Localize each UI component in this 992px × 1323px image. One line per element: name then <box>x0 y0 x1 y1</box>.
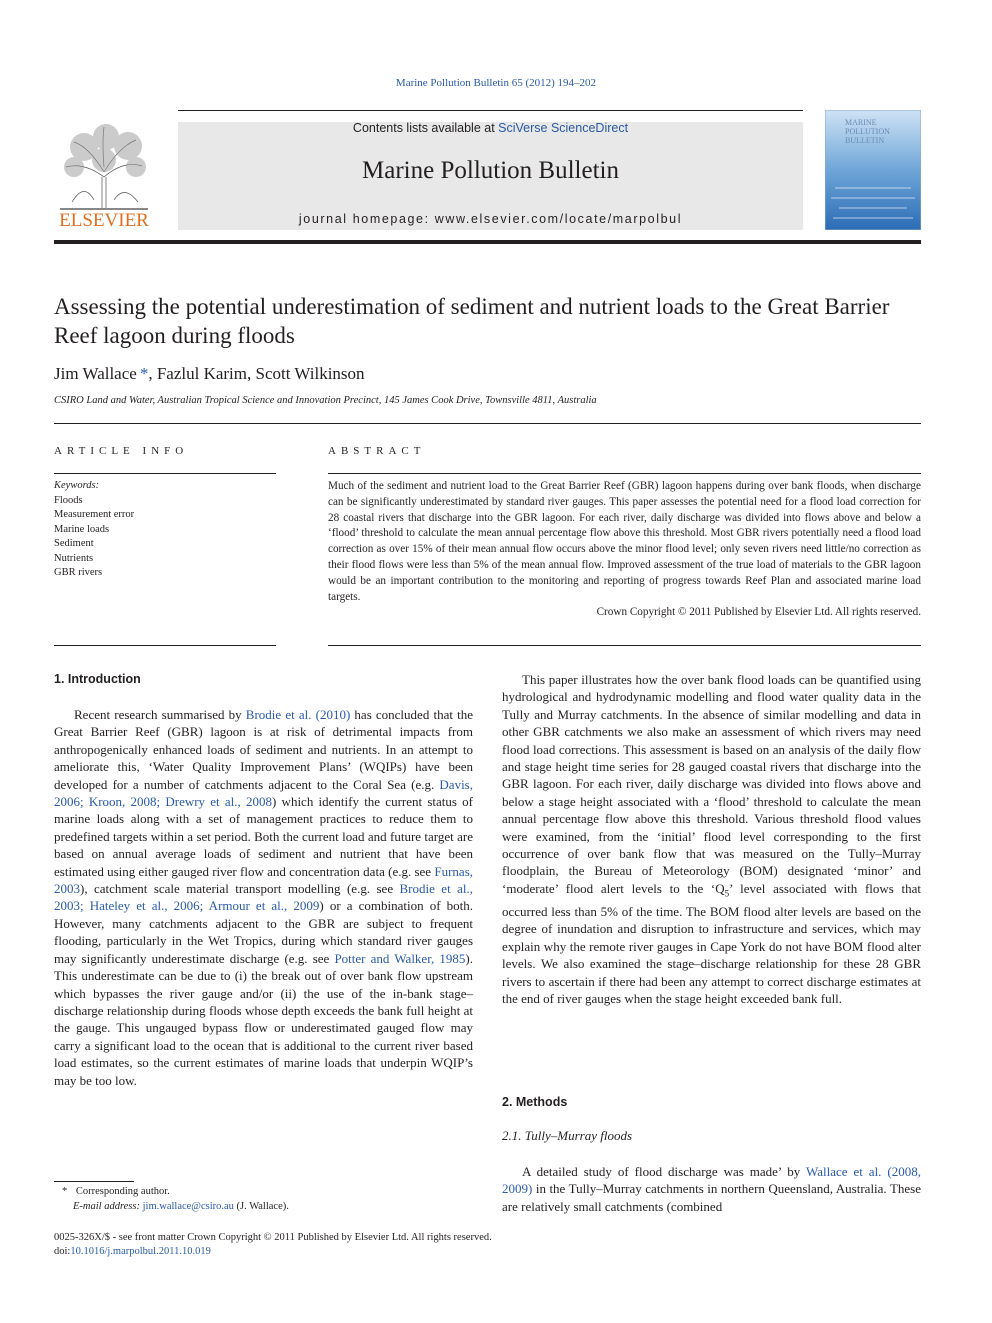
keyword: Measurement error <box>54 509 135 520</box>
sciencedirect-link[interactable]: SciVerse ScienceDirect <box>498 121 629 135</box>
footnote-mark: * <box>62 1186 68 1197</box>
intro-right-column <box>502 671 921 1007</box>
other-authors: , Fazlul Karim, Scott Wilkinson <box>148 364 365 383</box>
journal-citation[interactable]: Marine Pollution Bulletin 65 (2012) 194–202 <box>395 77 597 89</box>
elsevier-logo[interactable] <box>54 122 154 232</box>
footnote-text: Corresponding author. <box>75 1186 170 1197</box>
issn-line: 0025-326X/$ - see front matter Crown Copyright © 2011 Published by Elsevier Ltd. All rights reserved. <box>54 1232 492 1243</box>
divider-under-affiliation <box>54 423 921 424</box>
abstract-bottom-rule <box>328 645 921 646</box>
ref-furnas-2003[interactable]: Furnas, 2003 <box>54 863 473 897</box>
cover-title: MARINE POLLUTION BULLETIN <box>845 118 890 145</box>
journal-homepage[interactable]: journal homepage: www.elsevier.com/locate/marpolbul <box>298 212 683 226</box>
article-info-bottom-rule <box>54 645 276 646</box>
journal-name: Marine Pollution Bulletin <box>362 157 619 184</box>
email-footnote <box>73 1201 289 1212</box>
contents-line <box>178 121 803 135</box>
keyword: Sediment <box>54 538 94 549</box>
doi-line: doi:10.1016/j.marpolbul.2011.10.019 <box>54 1246 211 1257</box>
contents-prefix: Contents lists available at <box>352 121 499 135</box>
abstract-heading: ABSTRACT <box>328 445 426 457</box>
elsevier-wordmark: ELSEVIER <box>59 210 149 231</box>
keyword: Floods <box>54 494 83 506</box>
keyword: Marine loads <box>54 523 110 535</box>
header-top-rule <box>178 110 803 111</box>
front-matter-footer <box>54 1231 492 1259</box>
methods-heading: 2. Methods <box>502 1095 568 1109</box>
ref-brodie-hateley-armour[interactable]: Brodie et al., 2003; Hateley et al., 2006; Armour et al., 2009 <box>54 881 473 914</box>
author-wallace[interactable]: Jim Wallace <box>54 364 137 383</box>
abstract-copyright: Crown Copyright © 2011 Published by Elsevier Ltd. All rights reserved. <box>596 606 921 619</box>
intro-paragraph-1: Recent research summarised by Brodie et al. (2010) has concluded that the Great Barrier Reef (GBR) lagoon is at risk of detrimental impacts from anthropogenically enhanced loads of sediment and nutrients. In an attempt to ameliorate this, ‘Water Quality Improvement Plans’ (WQIPs) have been developed for a number of catchments adjacent to the Coral Sea (e.g. Davis, 2006; Kroon, 2008; Drewry et al., 2008) which identify the current status of marine loads along with a set of management practices to reduce them to predefined targets within a set period. Both the current load and future target are based on annual average loads of sediment and nutrient that have been estimated using either gauged river flow and concentration data (e.g. see Furnas, 2003), catchment scale material transport modelling (e.g. see Brodie et al., 2003; Hateley et al., 2006; Armour et al., 2009) or a combination of both. However, many catchments adjacent to the GBR are subject to frequent flooding, particularly in the Wet Tropics, during which standard river gauges may significantly underestimate discharge (e.g. see Potter and Walker, 1985). This underestimate can be due to (i) the break out of over bank flow upstream which bypasses the river gauge and/or (ii) the use of the in-bank stage–discharge relationship during floods whose depth exceeds the bank full height at the gauge. This ungauged bypass flow or underestimated gauged flow may carry a significant load to the ocean that is additional to the current river based load estimates, so the current estimates of marine loads that underpin WQIP’s may be too low. <box>54 707 473 1088</box>
doi-link[interactable]: 10.1016/j.marpolbul.2011.10.019 <box>70 1246 211 1257</box>
ref-wallace-2008-2009[interactable]: Wallace et al. (2008, 2009) <box>502 1164 921 1197</box>
keywords-label: Keywords: <box>54 480 100 491</box>
intro-paragraph-2: This paper illustrates how the over bank flood loads can be quantified using hydrological and hydrodynamic modelling and flood water quality data in the Tully and Murray catchments. In the absence of similar modelling and data in other GBR catchments we also make an assessment of which rivers may need flood load corrections. This assessment is based on an analysis of the daily flow and stage height time series for 28 gauged coastal rivers that discharge into the GBR lagoon. For each river, daily discharge was divided into flows above and below a stage height associated with a ‘flood’ threshold to calculate the mean annual percentage flow above this threshold. Various threshold flood values were examined, from the ‘initial’ flood level corresponding to the first occurrence of over bank flow that was measured on the Tully–Murray floodplain, the Bureau of Meteorology (BOM) designated ‘minor’ and ‘moderate’ flood alert levels to the ‘$Q_5$’ level associated with flows that occurred less than 5% of the time. The BOM flood alter levels are based on the degree of inundation and disruption to infrastructure and services, which may explain why the remote river gauges in Cape York do not have BOM flood alter levels. We also examined the stage–discharge relationship for these 28 GBR rivers to ascertain if there had been any attempt to correct discharge estimates at the end of river gauges when the stage height exceeded bank full. <box>502 672 921 1006</box>
intro-heading: 1. Introduction <box>54 672 141 686</box>
keyword: GBR rivers <box>54 567 103 578</box>
abstract-rule <box>328 473 921 474</box>
keywords-block <box>54 479 134 581</box>
intro-left-column <box>54 706 473 1089</box>
corresponding-footnote <box>62 1186 170 1197</box>
abstract-body <box>328 479 921 621</box>
abstract-text: Much of the sediment and nutrient load to the Great Barrier Reef (GBR) lagoon happens during over bank floods, when discharge can be significantly underestimated by standard river gauges. This paper assesses the potential need for a flood load correction for 28 coastal rivers that discharge into the GBR lagoon. For each river, daily discharge was divided into flows above and below a ‘flood’ threshold to calculate the mean annual percentage flow above this threshold. Most GBR rivers potentially need a flood load correction as over 15% of their mean annual flow occurs above the minor flood level; only seven rivers need little/no correction as their flood flows were less than 5% of the mean annual flow. Improved assessment of the true load of materials to the GBR lagoon would be an important contribution to the monitoring and reporting of progress towards Reef Plan and associated marine load targets. <box>328 480 921 603</box>
methods-paragraph-1: A detailed study of flood discharge was made’ by Wallace et al. (2008, 2009) in the Tully–Murray catchments in northern Queensland, Australia. These are relatively small catchments (combined <box>502 1164 921 1214</box>
article-info-heading: ARTICLE INFO <box>54 445 189 457</box>
email-label: E-mail address: <box>73 1201 143 1212</box>
corresponding-author-mark[interactable]: * <box>139 364 149 383</box>
keyword: Nutrients <box>54 552 94 564</box>
methods-subheading: 2.1. Tully–Murray floods <box>502 1128 633 1143</box>
author-list <box>54 364 365 384</box>
ref-potter-walker-1985[interactable]: Potter and Walker, 1985 <box>334 950 466 966</box>
footnote-rule <box>54 1181 134 1182</box>
ref-davis-kroon-drewry[interactable]: Davis, 2006; Kroon, 2008; Drewry et al., 2008 <box>54 776 473 810</box>
email-suffix: (J. Wallace). <box>233 1201 289 1212</box>
journal-cover[interactable] <box>825 110 921 230</box>
header-thick-rule <box>54 240 921 244</box>
article-title: Assessing the potential underestimation of sediment and nutrient loads to the Great Barrier Reef lagoon during floods <box>54 294 890 348</box>
methods-column <box>502 1163 921 1215</box>
ref-brodie-2010[interactable]: Brodie et al. (2010) <box>245 707 351 722</box>
email-link[interactable]: jim.wallace@csiro.au <box>142 1201 234 1212</box>
affiliation: CSIRO Land and Water, Australian Tropical Science and Innovation Precinct, 145 James Cook Drive, Townsville 4811, Australia <box>54 395 597 406</box>
article-info-rule <box>54 473 276 474</box>
